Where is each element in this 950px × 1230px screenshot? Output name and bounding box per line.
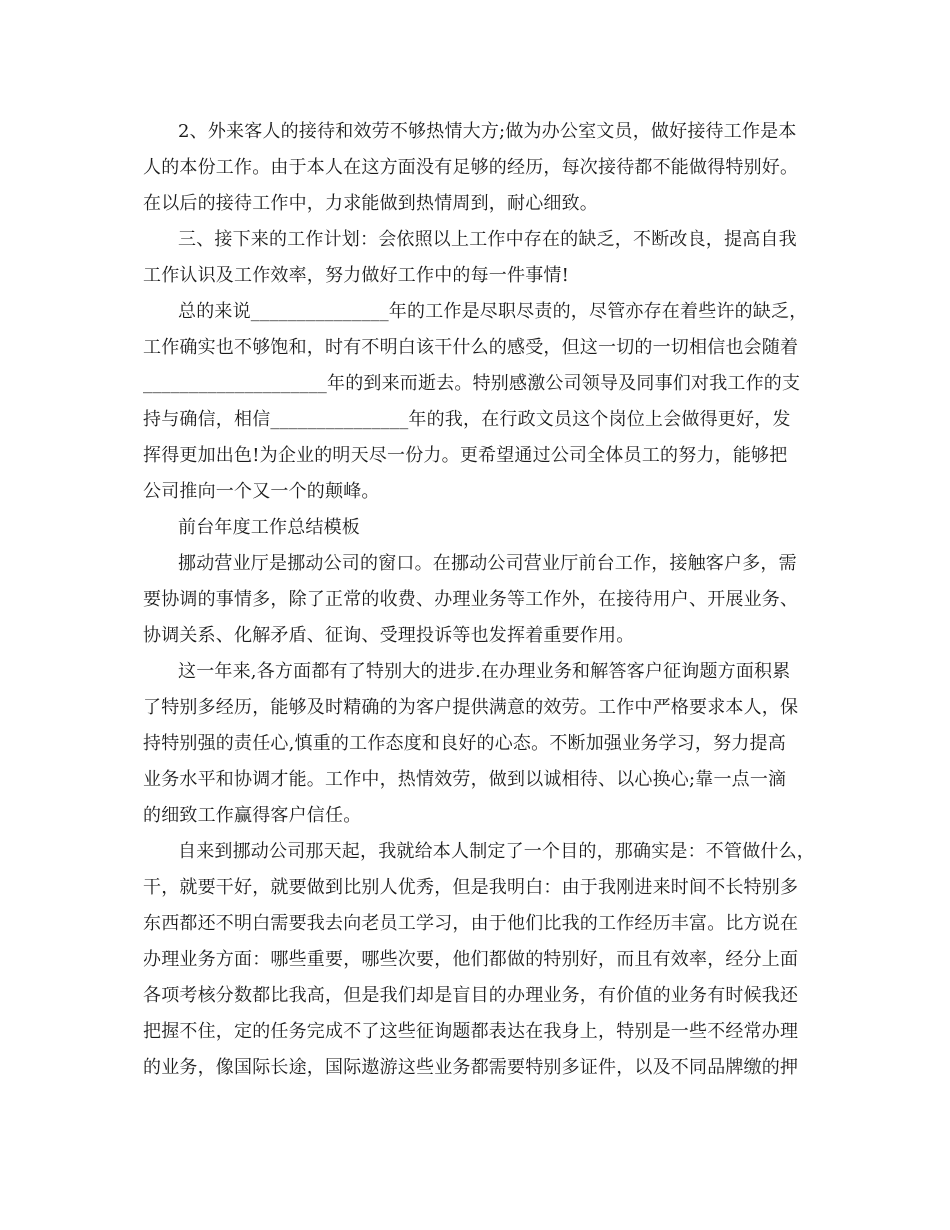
paragraph-line: 在以后的接待工作中，力求能做到热情周到，耐心细致。 <box>143 193 598 214</box>
paragraph-line: 了特别多经历，能够及时精确的为客户提供满意的效劳。工作中严格要求本人，保 <box>143 697 799 718</box>
paragraph-line: 的细致工作赢得客户信任。 <box>143 805 362 826</box>
paragraph-line: 自来到挪动公司那天起，我就给本人制定了一个目的，那确实是：不管做什么， <box>178 841 815 862</box>
paragraph-line: 各项考核分数都比我高，但是我们却是盲目的办理业务，有价值的业务有时候我还 <box>143 985 799 1006</box>
paragraph-line: 三、接下来的工作计划：会依照以上工作中存在的缺乏，不断改良，提高自我 <box>178 229 797 250</box>
paragraph-line: 干，就要干好，就要做到比别人优秀，但是我明白：由于我刚进来时间不长特别多 <box>143 877 799 898</box>
paragraph-line: 持与确信，相信_______________年的我，在行政文员这个岗位上会做得更好，发 <box>143 409 791 430</box>
paragraph-line: 人的本份工作。由于本人在这方面没有足够的经历，每次接待都不能做得特别好。 <box>143 157 799 178</box>
paragraph-line: 总的来说_______________年的工作是尽职尽责的，尽管亦存在着些许的缺乏， <box>178 301 808 322</box>
paragraph-line: 挥得更加出色!为企业的明天尽一份力。更希望通过公司全体员工的努力，能够把 <box>143 445 788 466</box>
paragraph-line: 这一年来,各方面都有了特别大的进步.在办理业务和解答客户征询题方面积累 <box>178 661 791 682</box>
paragraph-line: 东西都还不明白需要我去向老员工学习，由于他们比我的工作经历丰富。比方说在 <box>143 913 799 934</box>
paragraph-line: 协调关系、化解矛盾、征询、受理投诉等也发挥着重要作用。 <box>143 625 635 646</box>
paragraph-line: 工作认识及工作效率，努力做好工作中的每一件事情! <box>143 265 570 286</box>
paragraph-line: 办理业务方面：哪些重要，哪些次要，他们都做的特别好，而且有效率，经分上面 <box>143 949 799 970</box>
paragraph-line: 挪动营业厅是挪动公司的窗口。在挪动公司营业厅前台工作，接触客户多，需 <box>178 553 797 574</box>
paragraph-line: 工作确实也不够饱和，时有不明白该干什么的感受，但这一切的一切相信也会随着 <box>143 337 799 358</box>
paragraph-line: ____________________年的到来而逝去。特别感激公司领导及同事们对我工作的支 <box>143 373 801 394</box>
paragraph-line: 公司推向一个又一个的颠峰。 <box>143 481 380 502</box>
paragraph-line: 把握不住，定的任务完成不了这些征询题都表达在我身上，特别是一些不经常办理 <box>143 1021 799 1042</box>
paragraph-line: 要协调的事情多，除了正常的收费、办理业务等工作外，在接待用户、开展业务、 <box>143 589 799 610</box>
paragraph-line: 业务水平和协调才能。工作中，热情效劳，做到以诚相待、以心换心;靠一点一滴 <box>143 769 787 790</box>
paragraph-line: 持特别强的责任心,慎重的工作态度和良好的心态。不断加强业务学习，努力提高 <box>143 733 786 754</box>
paragraph-line: 的业务，像国际长途，国际遨游这些业务都需要特别多证件，以及不同品牌缴的押 <box>143 1057 799 1078</box>
section-heading: 前台年度工作总结模板 <box>178 517 360 538</box>
paragraph-line: 2、外来客人的接待和效劳不够热情大方;做为办公室文员，做好接待工作是本 <box>178 121 797 142</box>
